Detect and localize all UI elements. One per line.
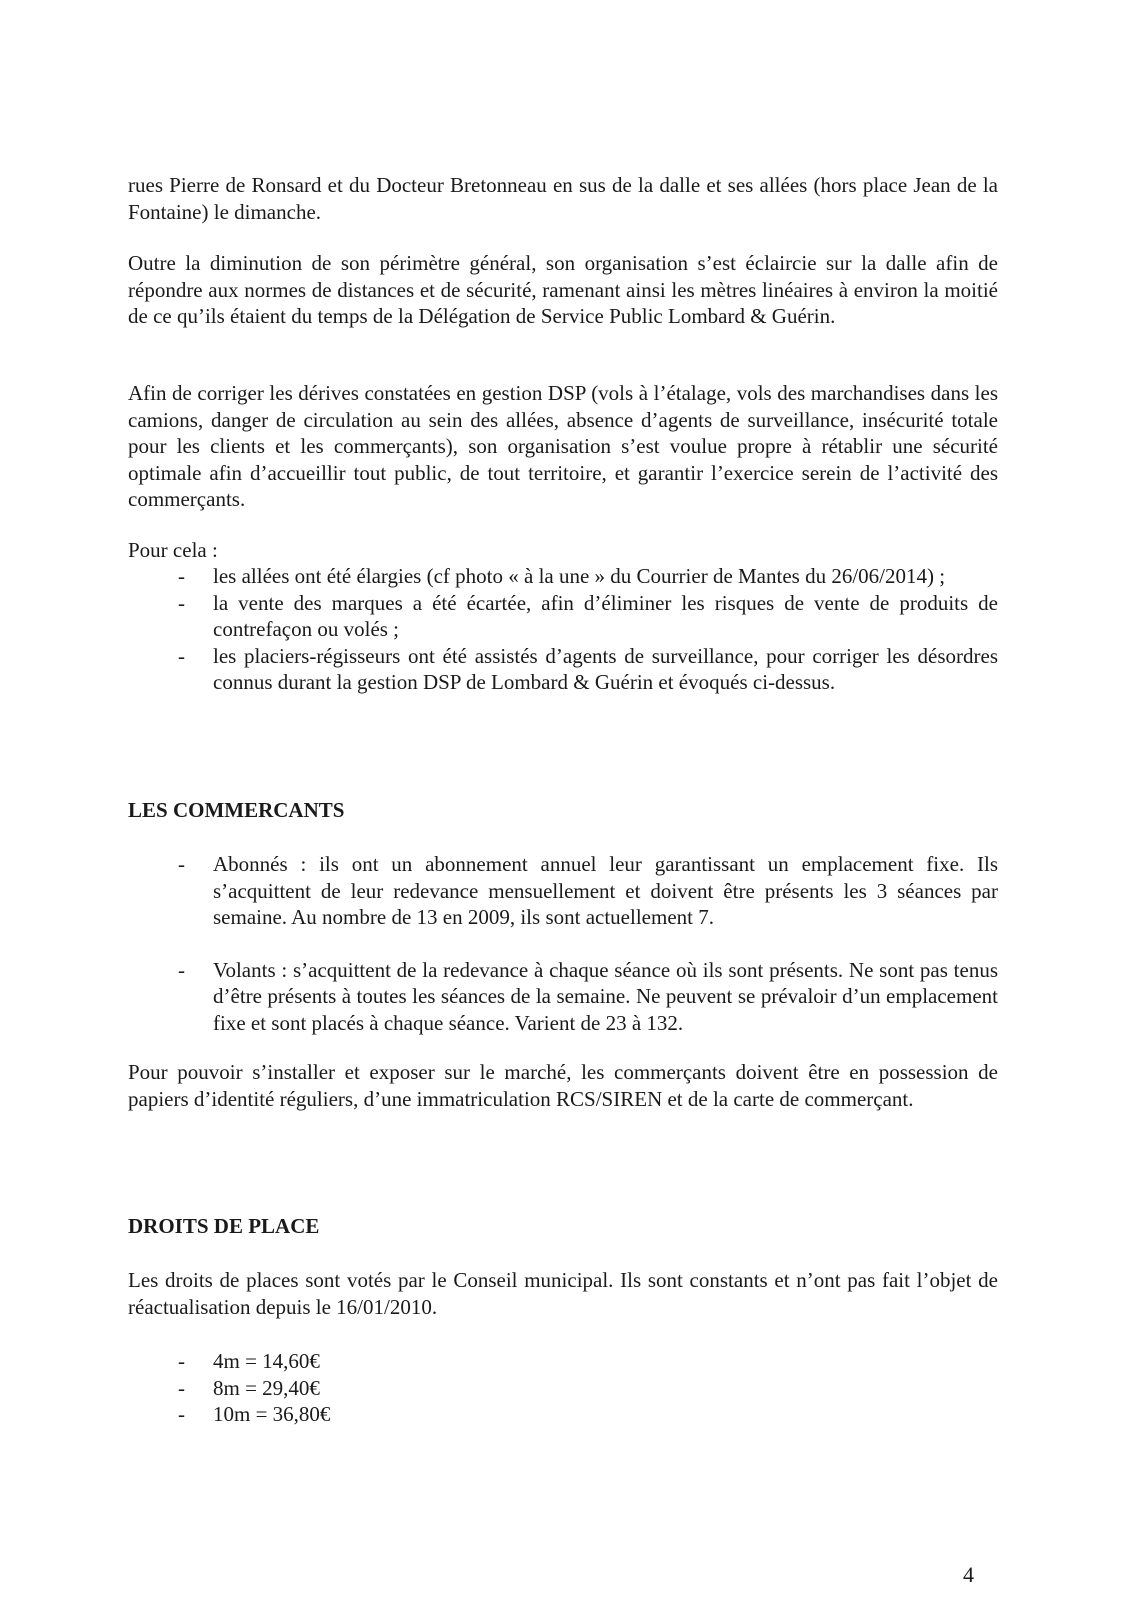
heading-commercants: LES COMMERCANTS [128,798,345,822]
tarifs-list [128,1348,998,1428]
list-item: - Volants : s’acquittent de la redevance à chaque séance où ils sont présents. Ne sont pas tenus d’être présents à toutes les séances de la semaine. Ne peuvent se prévaloir d’un emplacement fixe et sont placés à chaque séance. Varient de 23 à 132. [178,957,998,1035]
bullet-dash: - [178,852,185,876]
list-item: - les placiers-régisseurs ont été assistés d’agents de surveillance, pour corriger les désordres connus durant la gestion DSP de Lombard & Guérin et évoqués ci-dessus. [178,643,998,694]
paragraph-dimanche: rues Pierre de Ronsard et du Docteur Bretonneau en sus de la dalle et ses allées (hors place Jean de la Fontaine) le dimanche. [128,173,998,224]
paragraph-installation: Pour pouvoir s’installer et exposer sur le marché, les commerçants doivent être en possession de papiers d’identité réguliers, d’une immatriculation RCS/SIREN et de la carte de commerçant. [128,1060,998,1111]
page-number: 4 [963,1562,974,1587]
list-item: - Abonnés : ils ont un abonnement annuel leur garantissant un emplacement fixe. Ils s’acquittent de leur redevance mensuellement et doivent être présents les 3 séances par semaine. Au nombre de 13 en 2009, ils sont actuellement 7. [178,852,998,929]
bullet-dash: - [178,643,185,668]
bullet-dash: - [178,1349,185,1373]
list-item: - 8m = 29,40€ [178,1375,320,1400]
heading-droits-de-place: DROITS DE PLACE [128,1214,320,1238]
bullet-dash: - [178,590,185,615]
paragraph-derives: Afin de corriger les dérives constatées en gestion DSP (vols à l’étalage, vols des marchandises dans les camions, danger de circulation au sein des allées, absence d’agents de surveillance, insécurité totale pour les clients et les commerçants), son organisation s’est voulue propre à rétablir une sécurité optimale afin d’accueillir tout public, de tout territoire, et garantir l’exercice serein de l’activité des commerçants. [128,381,998,511]
bullet-dash: - [178,1402,185,1426]
paragraph-perimetre: Outre la diminution de son périmètre général, son organisation s’est éclaircie sur la dalle afin de répondre aux normes de distances et de sécurité, ramenant ainsi les mètres linéaires à environ la moitié de ce qu’ils étaient du temps de la Délégation de Service Public Lombard & Guérin. [128,251,998,328]
list-item: - la vente des marques a été écartée, afin d’éliminer les risques de vente de produits de contrefaçon ou volés ; [178,590,998,641]
bullet-dash: - [178,957,185,982]
list-item: - les allées ont été élargies (cf photo « à la une » du Courrier de Mantes du 26/06/2014) ; [178,564,946,588]
bullet-dash: - [178,564,185,588]
commercants-list [128,851,998,1036]
pour-cela-intro: Pour cela : [128,538,218,562]
list-item: - 10m = 36,80€ [178,1402,331,1426]
paragraph-droits: Les droits de places sont votés par le Conseil municipal. Ils sont constants et n’ont pas fait l’objet de réactualisation depuis le 16/01/2010. [128,1268,998,1319]
pour-cela-list [128,563,998,696]
list-item: - 4m = 14,60€ [178,1349,320,1373]
bullet-dash: - [178,1375,185,1400]
